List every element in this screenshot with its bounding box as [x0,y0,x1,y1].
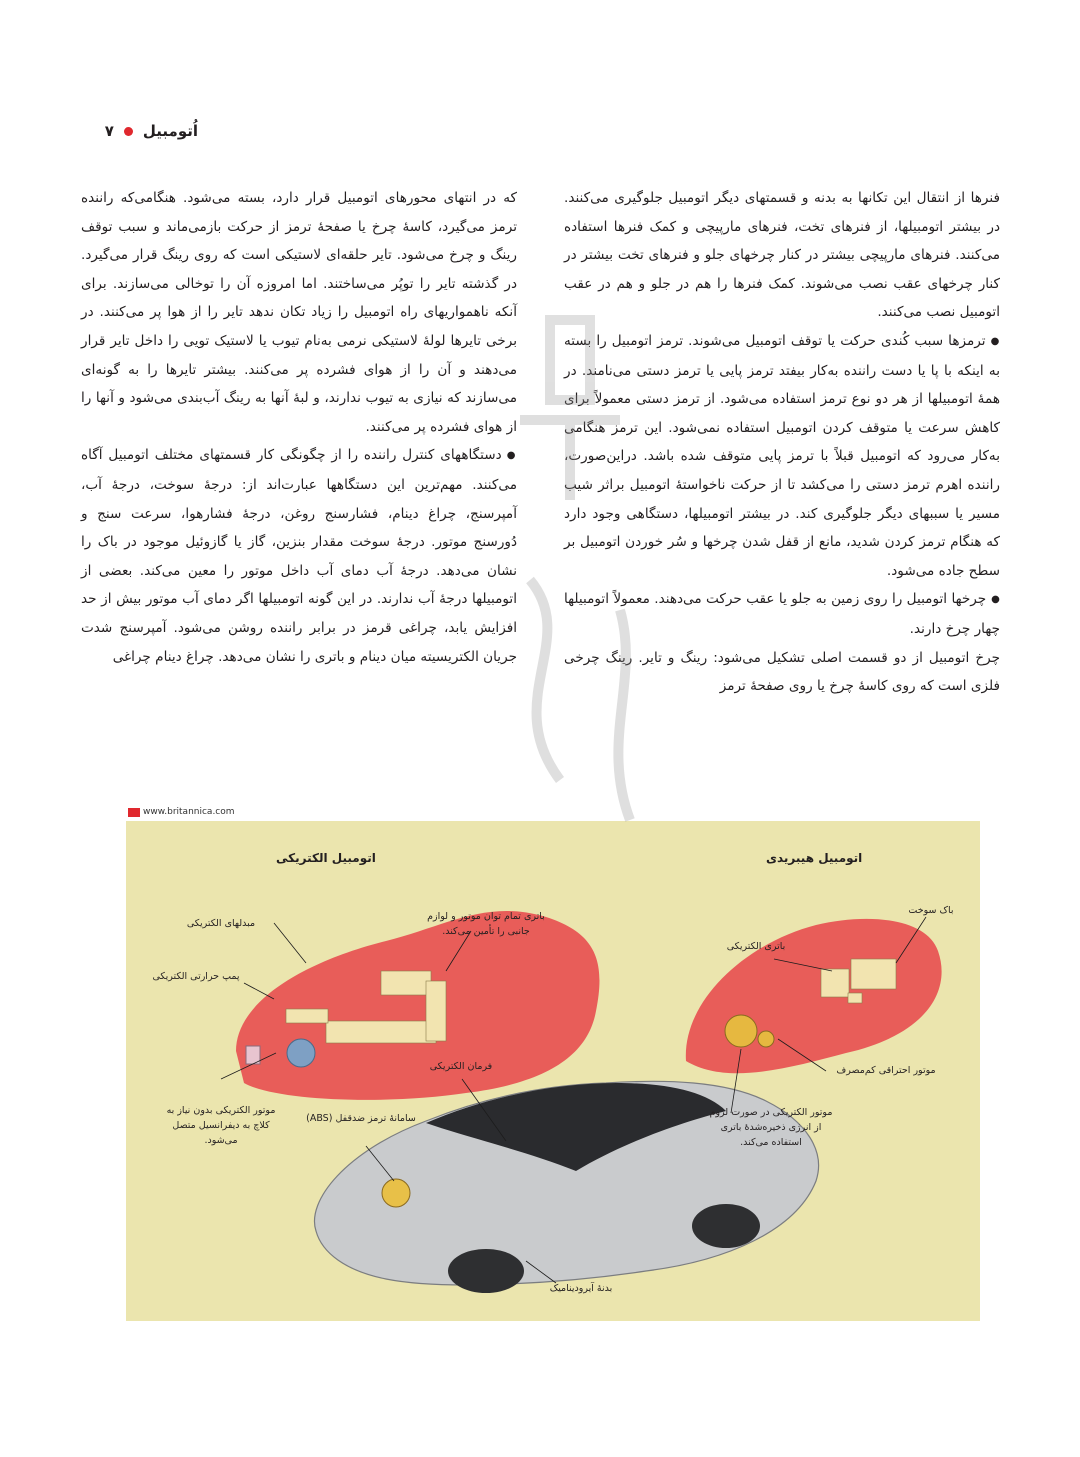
hybrid-car-title: اتومبیل هیبریدی [766,851,863,865]
label-electric-motor-hybrid: موتور الکتریکی در صورت لزوم از انرژی ذخیره‌شدهٔ باتری استفاده می‌کند. [709,1107,833,1148]
hybrid-electric-motor-shape [758,1031,774,1047]
electric-motor-shape [287,1039,315,1067]
label-aero-body: بدنهٔ آیرودینامیک [549,1283,613,1294]
red-dot-icon [124,127,133,136]
front-wheel-shape [448,1249,524,1293]
paragraph-springs: فنرها از انتقال این تکانها به بدنه و قسمتهای دیگر اتومبیل جلوگیری می‌کنند. در بیشتر اتومبیلها، از فنرهای تخت، فنرهای مارپیچی و کمک فنرها استفاده می‌کنند. فنرهای مارپیچی بیشتر در کنار چرخهای جلو و فنرهای تخت بیشتر در کنار چرخهای عقب نصب می‌شوند. کمک فنرها را هم در جلو و هم در عقب اتومبیل نصب می‌کنند. [564,190,1000,321]
paragraph-tires: که در انتهای محورهای اتومبیل قرار دارد، بسته می‌شود. هنگامی‌که راننده ترمز می‌گیرد، کاسهٔ چرخ یا صفحهٔ ترمز از حرکت بازمی‌ماند و سبب توقف رینگ و چرخ می‌شود. تایر حلقه‌ای لاستیکی است که روی رینگ قرار می‌گیرد. در گذشته تایر را توپُر می‌ساختند. اما امروزه آن را توخالی می‌سازند. برای آنکه ناهمواریهای راه اتومبیل را زیاد تکان ندهد تایر را از هوا پر می‌کنند. در برخی تایرها لولهٔ لاستیکی نرمی به‌نام تیوب یا لاستیک تویی را داخل تایر قرار می‌دهند و آن را از هوای فشرده پر می‌کنند. بیشتر تایرها را به گونه‌ای می‌سازند که نیازی به تیوب ندارند، و لبهٔ آنها به رینگ آب‌بندی می‌شود و آنها را از هوای فشرده پر می‌کنند. [81,190,517,435]
paragraph-rim-tire: چرخ اتومبیل از دو قسمت اصلی تشکیل می‌شود: رینگ و تایر. رینگ چرخی فلزی است که روی کاسهٔ چرخ یا روی صفحهٔ ترمز [564,649,1000,695]
paragraph-controls: ● دستگاههای کنترل راننده را از چگونگی کار قسمتهای مختلف اتومبیل آگاه می‌کنند. مهم‌ترین این دستگاهها عبارت‌اند از: درجهٔ سوخت، درجهٔ آب، آمپرسنج، چراغ دینام، فشارسنج روغن، درجهٔ فشارهوا، سرعت سنج و دُورسنج موتور. درجهٔ سوخت مقدار بنزین، گاز یا گازوئیل موجود در باک را نشان می‌دهد. درجهٔ آب دمای آب داخل موتور را معین می‌کند. بعضی از اتومبیلها درجهٔ آب ندارند. در این گونه اتومبیلها اگر دمای آب موتور بیش از حد افزایش یابد، چراغی قرمز در برابر راننده روشن می‌شود. آمپرسنج شدت جریان الکتریسیته میان دینام و باتری را نشان می‌دهد. چراغ دینام چراغی [81,441,517,671]
paragraph-brakes: ● ترمزها سبب کُندی حرکت یا توقف اتومبیل می‌شوند. ترمز اتومبیل را بسته به اینکه با پا یا دست راننده به‌کار بیفتد ترمز پایی یا ترمز دستی می‌نامند. در همهٔ اتومبیلها از هر دو نوع ترمز استفاده می‌شود. از ترمز دستی معمولاً برای کاهش سرعت یا متوقف کردن اتومبیل استفاده نمی‌شود. این ترمز هنگامی به‌کار می‌رود که اتومبیل قبلاً با ترمز پایی متوقف شده باشد. دراین‌صورت، راننده اهرم ترمز دستی را می‌کشد تا از حرکت ناخواستهٔ اتومبیل براثر شیب مسیر یا سببهای دیگر جلوگیری کند. در بیشتر اتومبیلها، دستگاهی وجود دارد که هنگام ترمز کردن شدید، مانع از قفل شدن چرخها و سُر خوردن اتومبیل بر سطح جاده می‌شود. [564,327,1000,585]
paragraph-wheels: ● چرخها اتومبیل را روی زمین به جلو یا عقب حرکت می‌دهند. معمولاً اتومبیلها چهار چرخ دارند. [564,585,1000,643]
page-number: ۷ [104,122,114,140]
text-column-right [564,184,1000,701]
running-head [105,122,198,140]
page-title: اُتومبیل [142,122,198,140]
label-converters: مبدلهای الکتریکی [186,918,256,929]
label-steering: فرمان الکتریکی [429,1061,493,1072]
label-heat-pump: پمپ حرارتی الکتریکی [152,971,240,982]
source-url: www.britannica.com [143,807,235,817]
electric-car-title: اتومبیل الکتریکی [276,851,376,865]
label-fuel-tank: باک سوخت [908,905,954,916]
label-battery-all: باتری تمام توان موتور و لوازم جانبی را تأمین می‌کند. [427,911,545,937]
label-battery: باتری الکتریکی [726,941,786,952]
figure-car-illustration [126,821,980,1321]
rear-wheel-shape [692,1204,760,1248]
image-source [128,807,235,817]
label-electric-motor-direct: موتور الکتریکی بدون نیاز به کلاچ به دیفرانسیل متصل می‌شود. [166,1105,276,1146]
hybrid-engine-shape [725,1015,757,1047]
britannica-logo-icon [128,808,140,817]
abs-brake-shape [382,1179,410,1207]
text-column-left [81,184,517,671]
label-combustion-engine: موتور احتراقی کم‌مصرف [836,1065,936,1076]
label-abs: سامانهٔ ترمز ضدقفل (ABS) [306,1113,416,1124]
